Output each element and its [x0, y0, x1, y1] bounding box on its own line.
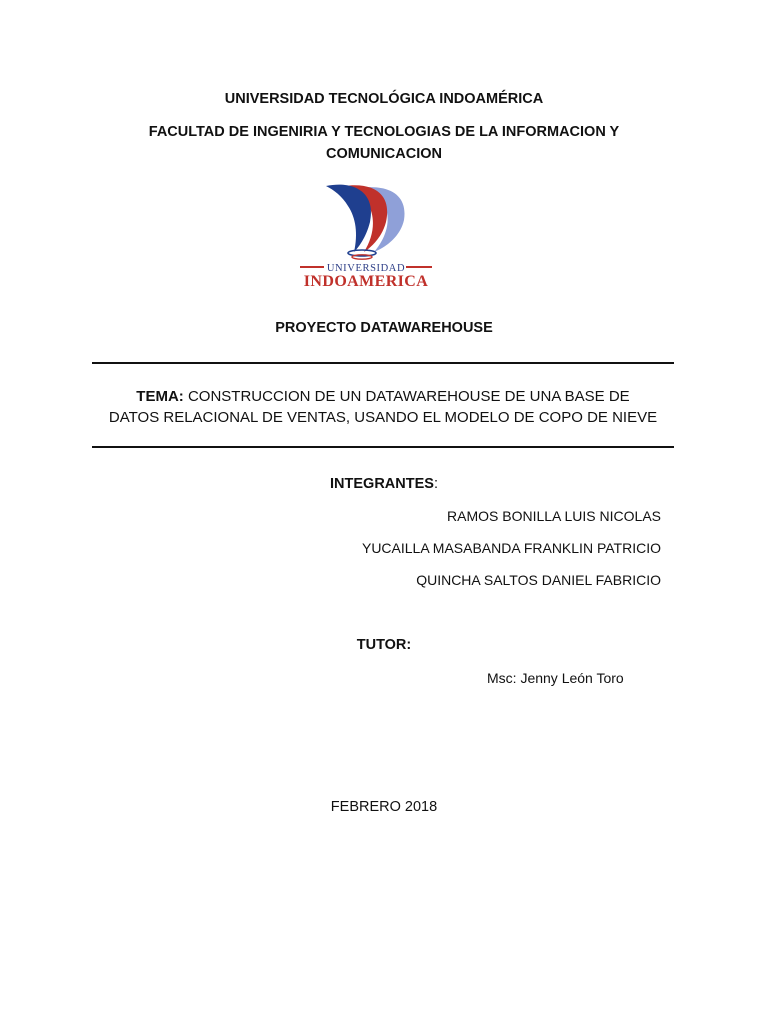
tutor-name: Msc: Jenny León Toro	[487, 670, 624, 686]
integrantes-label: INTEGRANTES	[330, 476, 434, 492]
indoamerica-logo-icon	[296, 180, 440, 290]
faculty-name-line2: COMUNICACION	[326, 146, 442, 162]
tema-block	[92, 386, 674, 428]
logo-bar-right	[406, 266, 432, 268]
faculty-name-line1: FACULTAD DE INGENIRIA Y TECNOLOGIAS DE LA INFORMACION Y	[148, 124, 620, 140]
project-title: PROYECTO DATAWAREHOUSE	[275, 320, 493, 336]
document-date: FEBRERO 2018	[330, 799, 438, 815]
member-name: RAMOS BONILLA LUIS NICOLAS	[447, 508, 661, 524]
logo-sail-dark-blue	[326, 185, 371, 252]
tutor-label: TUTOR:	[356, 637, 412, 653]
logo-bar-left	[300, 266, 324, 268]
integrantes-colon: :	[433, 476, 438, 492]
university-logo	[296, 180, 440, 290]
integrantes-heading	[0, 476, 768, 492]
tema-text-line1: CONSTRUCCION DE UN DATAWAREHOUSE DE UNA BASE DE	[187, 388, 630, 405]
member-name: YUCAILLA MASABANDA FRANKLIN PATRICIO	[361, 540, 661, 556]
tema-label: TEMA:	[136, 388, 184, 405]
logo-top-text: UNIVERSIDAD	[326, 263, 406, 274]
bottom-divider	[92, 446, 674, 448]
tema-text-line2: DATOS RELACIONAL DE VENTAS, USANDO EL MODELO DE COPO DE NIEVE	[108, 409, 658, 426]
university-name: UNIVERSIDAD TECNOLÓGICA INDOAMÉRICA	[224, 91, 544, 107]
member-name: QUINCHA SALTOS DANIEL FABRICIO	[416, 572, 661, 588]
logo-bottom-text: INDOAMERICA	[303, 273, 429, 290]
logo-ring-inner	[352, 255, 372, 259]
top-divider	[92, 362, 674, 364]
